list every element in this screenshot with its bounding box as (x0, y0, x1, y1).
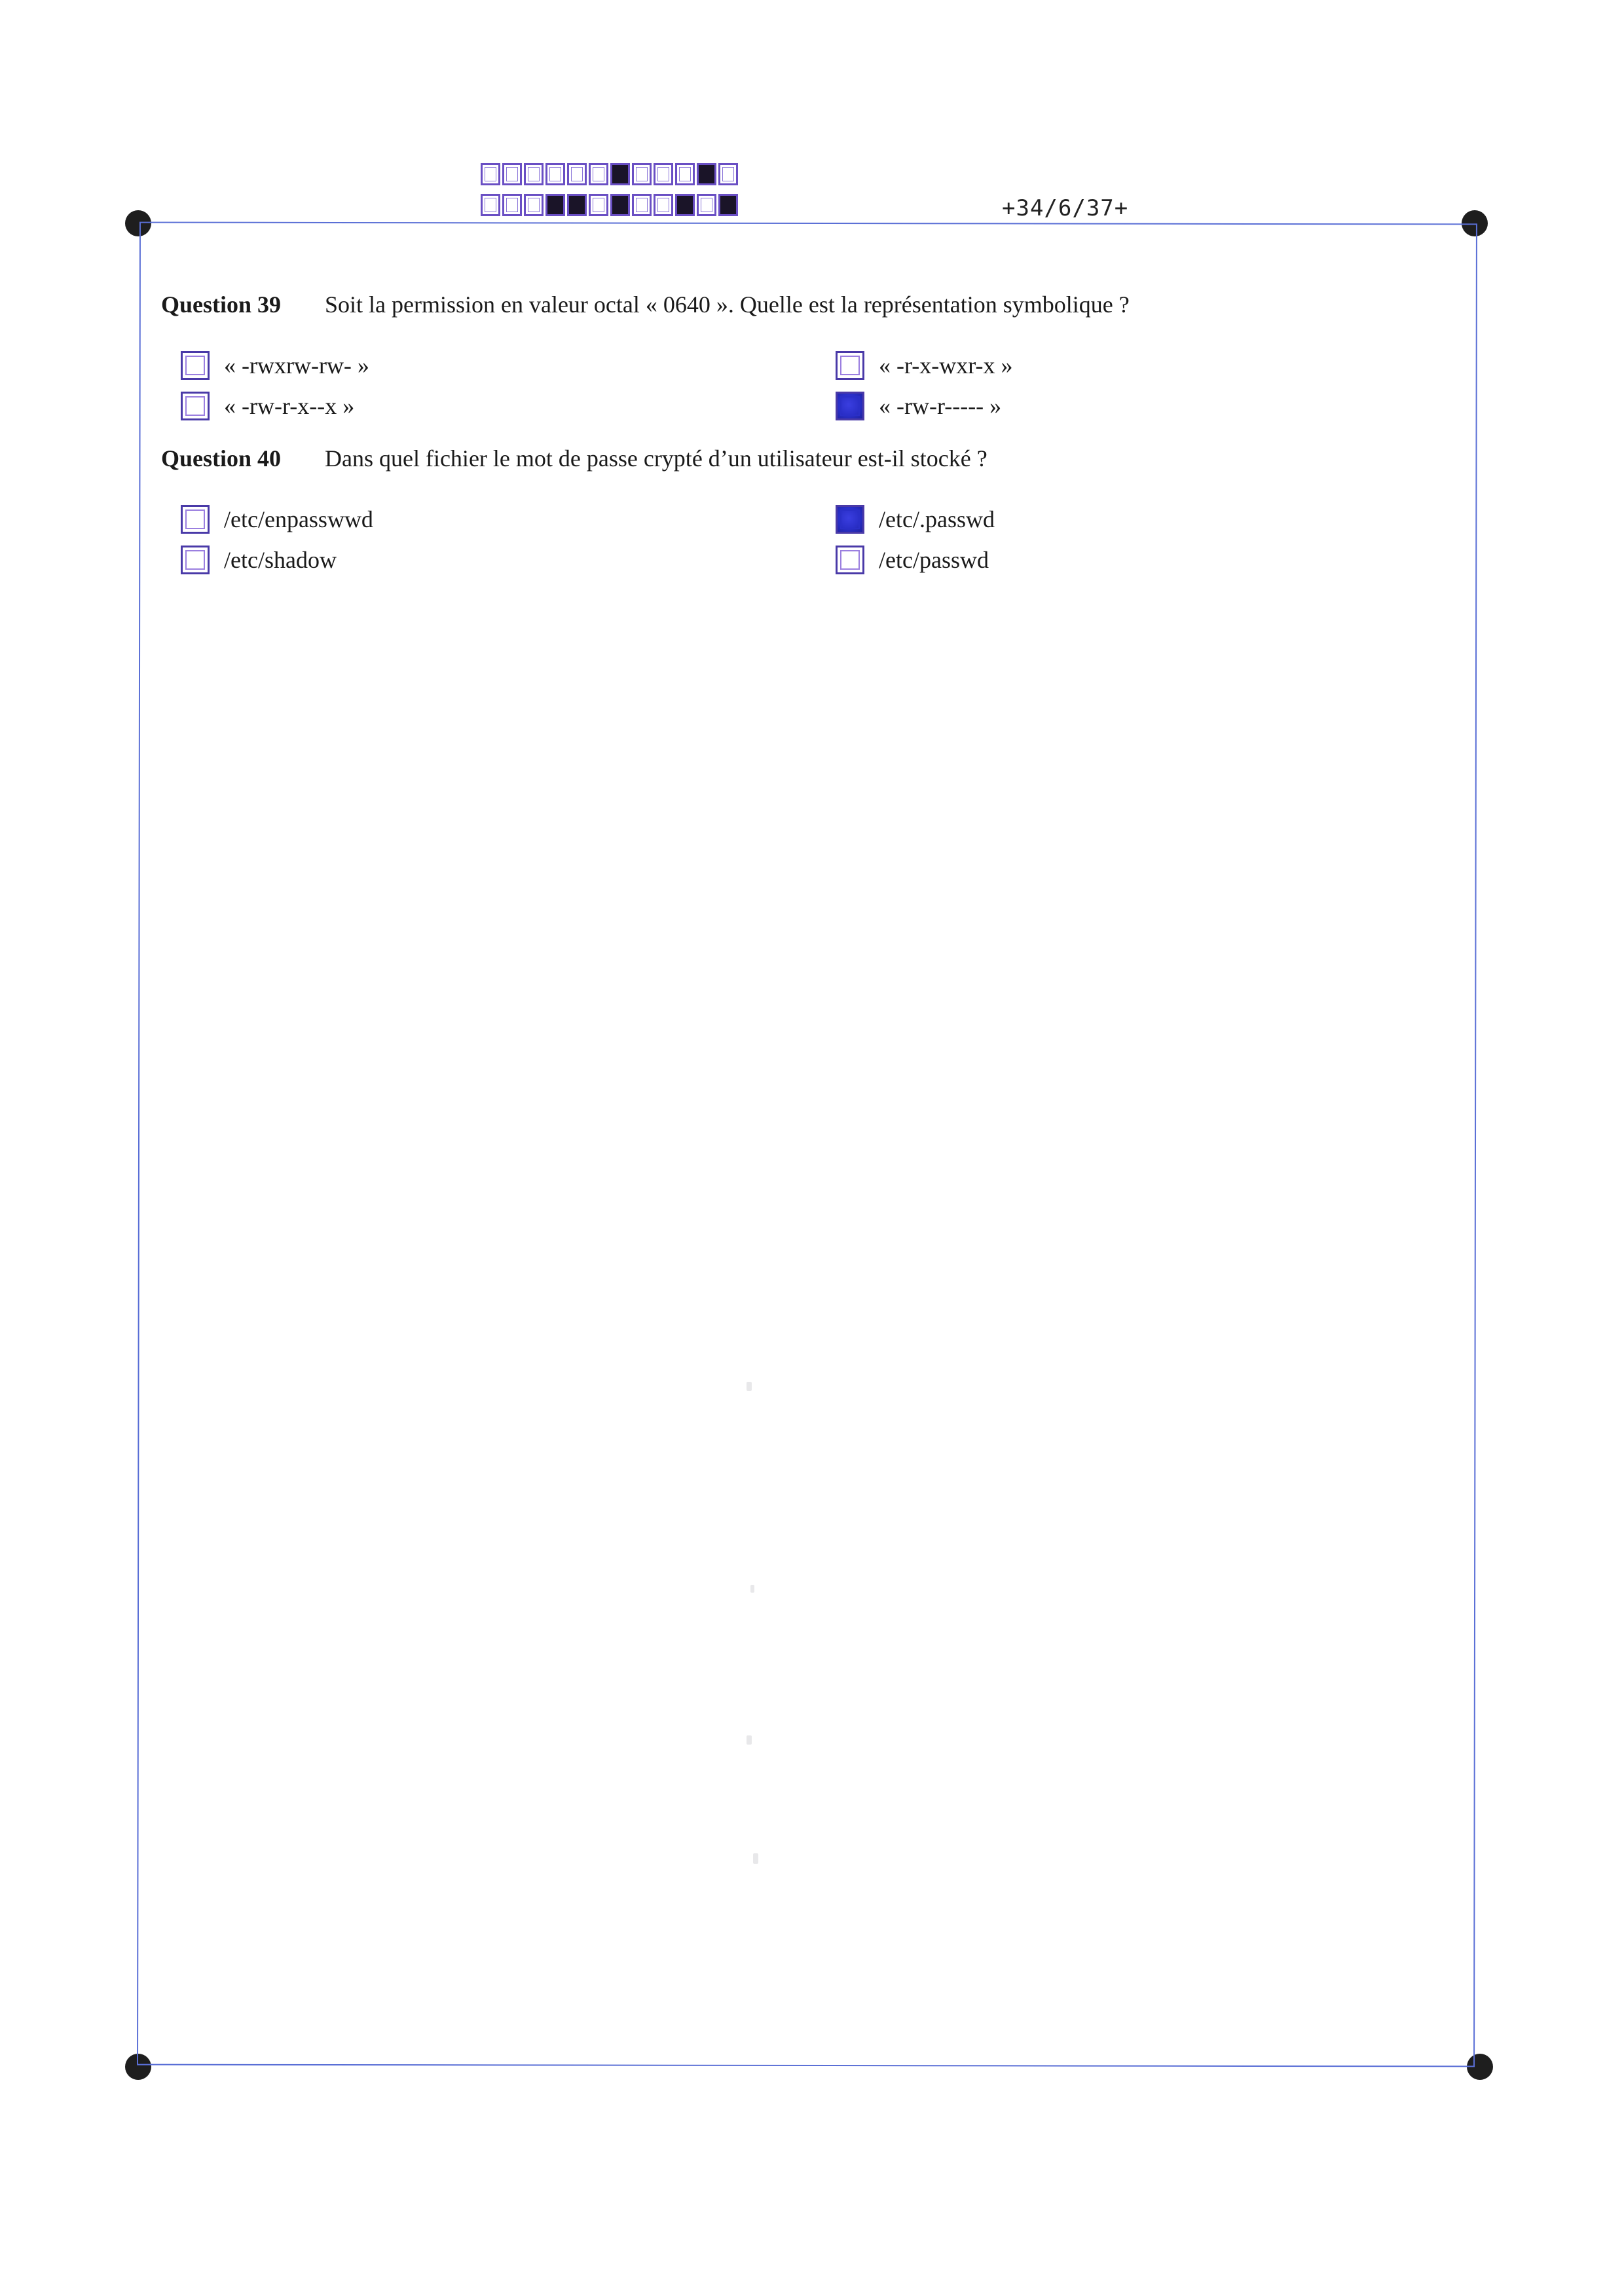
scan-speck (750, 1585, 754, 1593)
answer-label: « -r-x-wxr-x » (879, 352, 1013, 379)
answer-area-frame (137, 222, 1477, 2067)
id-code-cell (567, 194, 587, 216)
id-code-cell (610, 163, 630, 185)
id-code-cell (718, 194, 738, 216)
answer-label: « -rwxrw-rw- » (224, 352, 369, 379)
id-code-cell (524, 194, 544, 216)
answer-option[interactable] (181, 505, 373, 534)
scan-speck (747, 1735, 752, 1745)
question-label: Question 39 (161, 291, 282, 318)
id-code-cell (589, 163, 608, 185)
scan-speck (753, 1853, 758, 1864)
id-code-row-1 (481, 163, 738, 185)
id-code-cell (481, 163, 500, 185)
answer-option[interactable] (836, 351, 1013, 380)
checkbox[interactable] (181, 392, 210, 420)
checkbox-marked[interactable] (836, 505, 864, 534)
answer-label: « -rw-r-x--x » (224, 393, 355, 419)
id-code-cell (610, 194, 630, 216)
id-code-cell (545, 163, 565, 185)
answer-option[interactable] (181, 392, 354, 420)
id-code-cell (632, 163, 652, 185)
scan-speck (747, 1382, 752, 1391)
question-text: Soit la permission en valeur octal « 0640 ». Quelle est la représentation symbolique ? (325, 291, 1130, 318)
answer-label: /etc/.passwd (879, 506, 995, 532)
answer-option[interactable] (836, 505, 995, 534)
id-code-row-2 (481, 194, 738, 216)
id-code-cell (567, 163, 587, 185)
id-code-cell (502, 194, 522, 216)
question-40 (161, 445, 987, 472)
checkbox-marked[interactable] (836, 392, 864, 420)
answer-option[interactable] (181, 546, 337, 574)
id-code-cell (654, 163, 673, 185)
question-39 (161, 291, 1130, 318)
checkbox[interactable] (181, 351, 210, 380)
id-code-cell (545, 194, 565, 216)
id-code-cell (632, 194, 652, 216)
answer-option[interactable] (836, 546, 989, 574)
question-text: Dans quel fichier le mot de passe crypté d’un utilisateur est-il stocké ? (325, 445, 987, 472)
answer-label: /etc/passwd (879, 547, 989, 573)
id-code-cell (697, 194, 716, 216)
id-code-cell (718, 163, 738, 185)
id-code-cell (524, 163, 544, 185)
checkbox[interactable] (181, 505, 210, 534)
answer-option[interactable] (836, 392, 1001, 420)
page-identifier: +34/6/37+ (1002, 195, 1129, 221)
answer-label: /etc/shadow (224, 547, 337, 573)
id-code-cell (654, 194, 673, 216)
id-code-cell (502, 163, 522, 185)
answer-label: « -rw-r----- » (879, 393, 1002, 419)
answer-label: /etc/enpasswwd (224, 506, 373, 532)
checkbox[interactable] (836, 351, 864, 380)
id-code-cell (481, 194, 500, 216)
id-code-cell (697, 163, 716, 185)
id-code-cell (675, 163, 695, 185)
checkbox[interactable] (836, 546, 864, 574)
id-code-cell (589, 194, 608, 216)
question-label: Question 40 (161, 445, 282, 472)
id-code-cell (675, 194, 695, 216)
answer-option[interactable] (181, 351, 369, 380)
checkbox[interactable] (181, 546, 210, 574)
